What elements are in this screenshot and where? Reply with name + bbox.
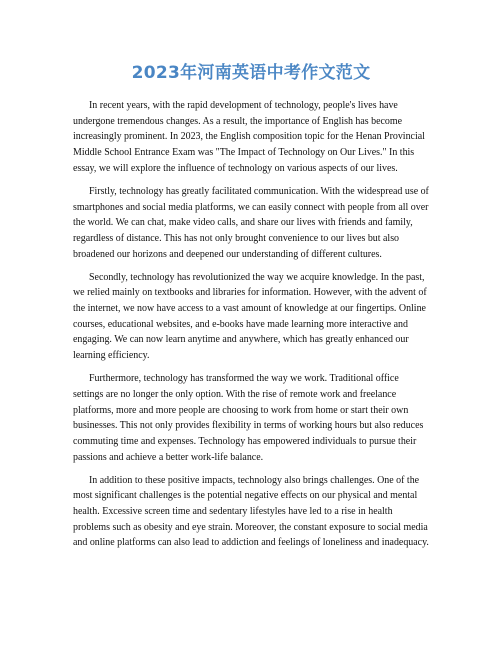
paragraph-communication: Firstly, technology has greatly facilitated communication. With the widespread use of smartphones and social media platforms, we can easily connect with people from all over the world. We can chat, make video calls, and share our lives with friends and family, regardless of distance. This has not only brought convenience to our lives but also broadened our horizons and deepened our understanding of different cultures. <box>73 185 429 260</box>
paragraph-challenges: In addition to these positive impacts, technology also brings challenges. One of the most significant challenges is the potential negative effects on our physical and mental health. Excessive screen time and sedentary lifestyles have led to a rise in health problems such as obesity and eye strain. Moreover, the constant exposure to social media and online platforms can also lead to addiction and feelings of loneliness and inadequacy. <box>73 474 429 549</box>
paragraph-knowledge: Secondly, technology has revolutionized the way we acquire knowledge. In the past, we relied mainly on textbooks and libraries for information. However, with the advent of the internet, we now have access to a vast amount of knowledge at our fingertips. Online courses, educational websites, and e-books have made learning more interactive and engaging. We can now learn anytime and anywhere, which has greatly enhanced our learning efficiency. <box>73 271 427 362</box>
paragraph-work: Furthermore, technology has transformed the way we work. Traditional office settings are no longer the only option. With the rise of remote work and freelance platforms, more and more people are choosing to work from home or start their own businesses. This not only provides flexibility in terms of working hours but also reduces commuting time and expenses. Technology has empowered individuals to pursue their passions and achieve a better work-life balance. <box>73 373 424 463</box>
paragraph-intro: In recent years, with the rapid development of technology, people's lives have undergone tremendous changes. As a result, the importance of English has become increasingly prominent. In 2023, the English composition topic for the Henan Provincial Middle School Entrance Exam was "The Impact of Technology on Our Lives." In this essay, we will explore the influence of technology on various aspects of our lives. <box>73 100 425 174</box>
document-title: 2023年河南英语中考作文范文 <box>131 63 371 83</box>
document-body <box>73 98 431 558</box>
